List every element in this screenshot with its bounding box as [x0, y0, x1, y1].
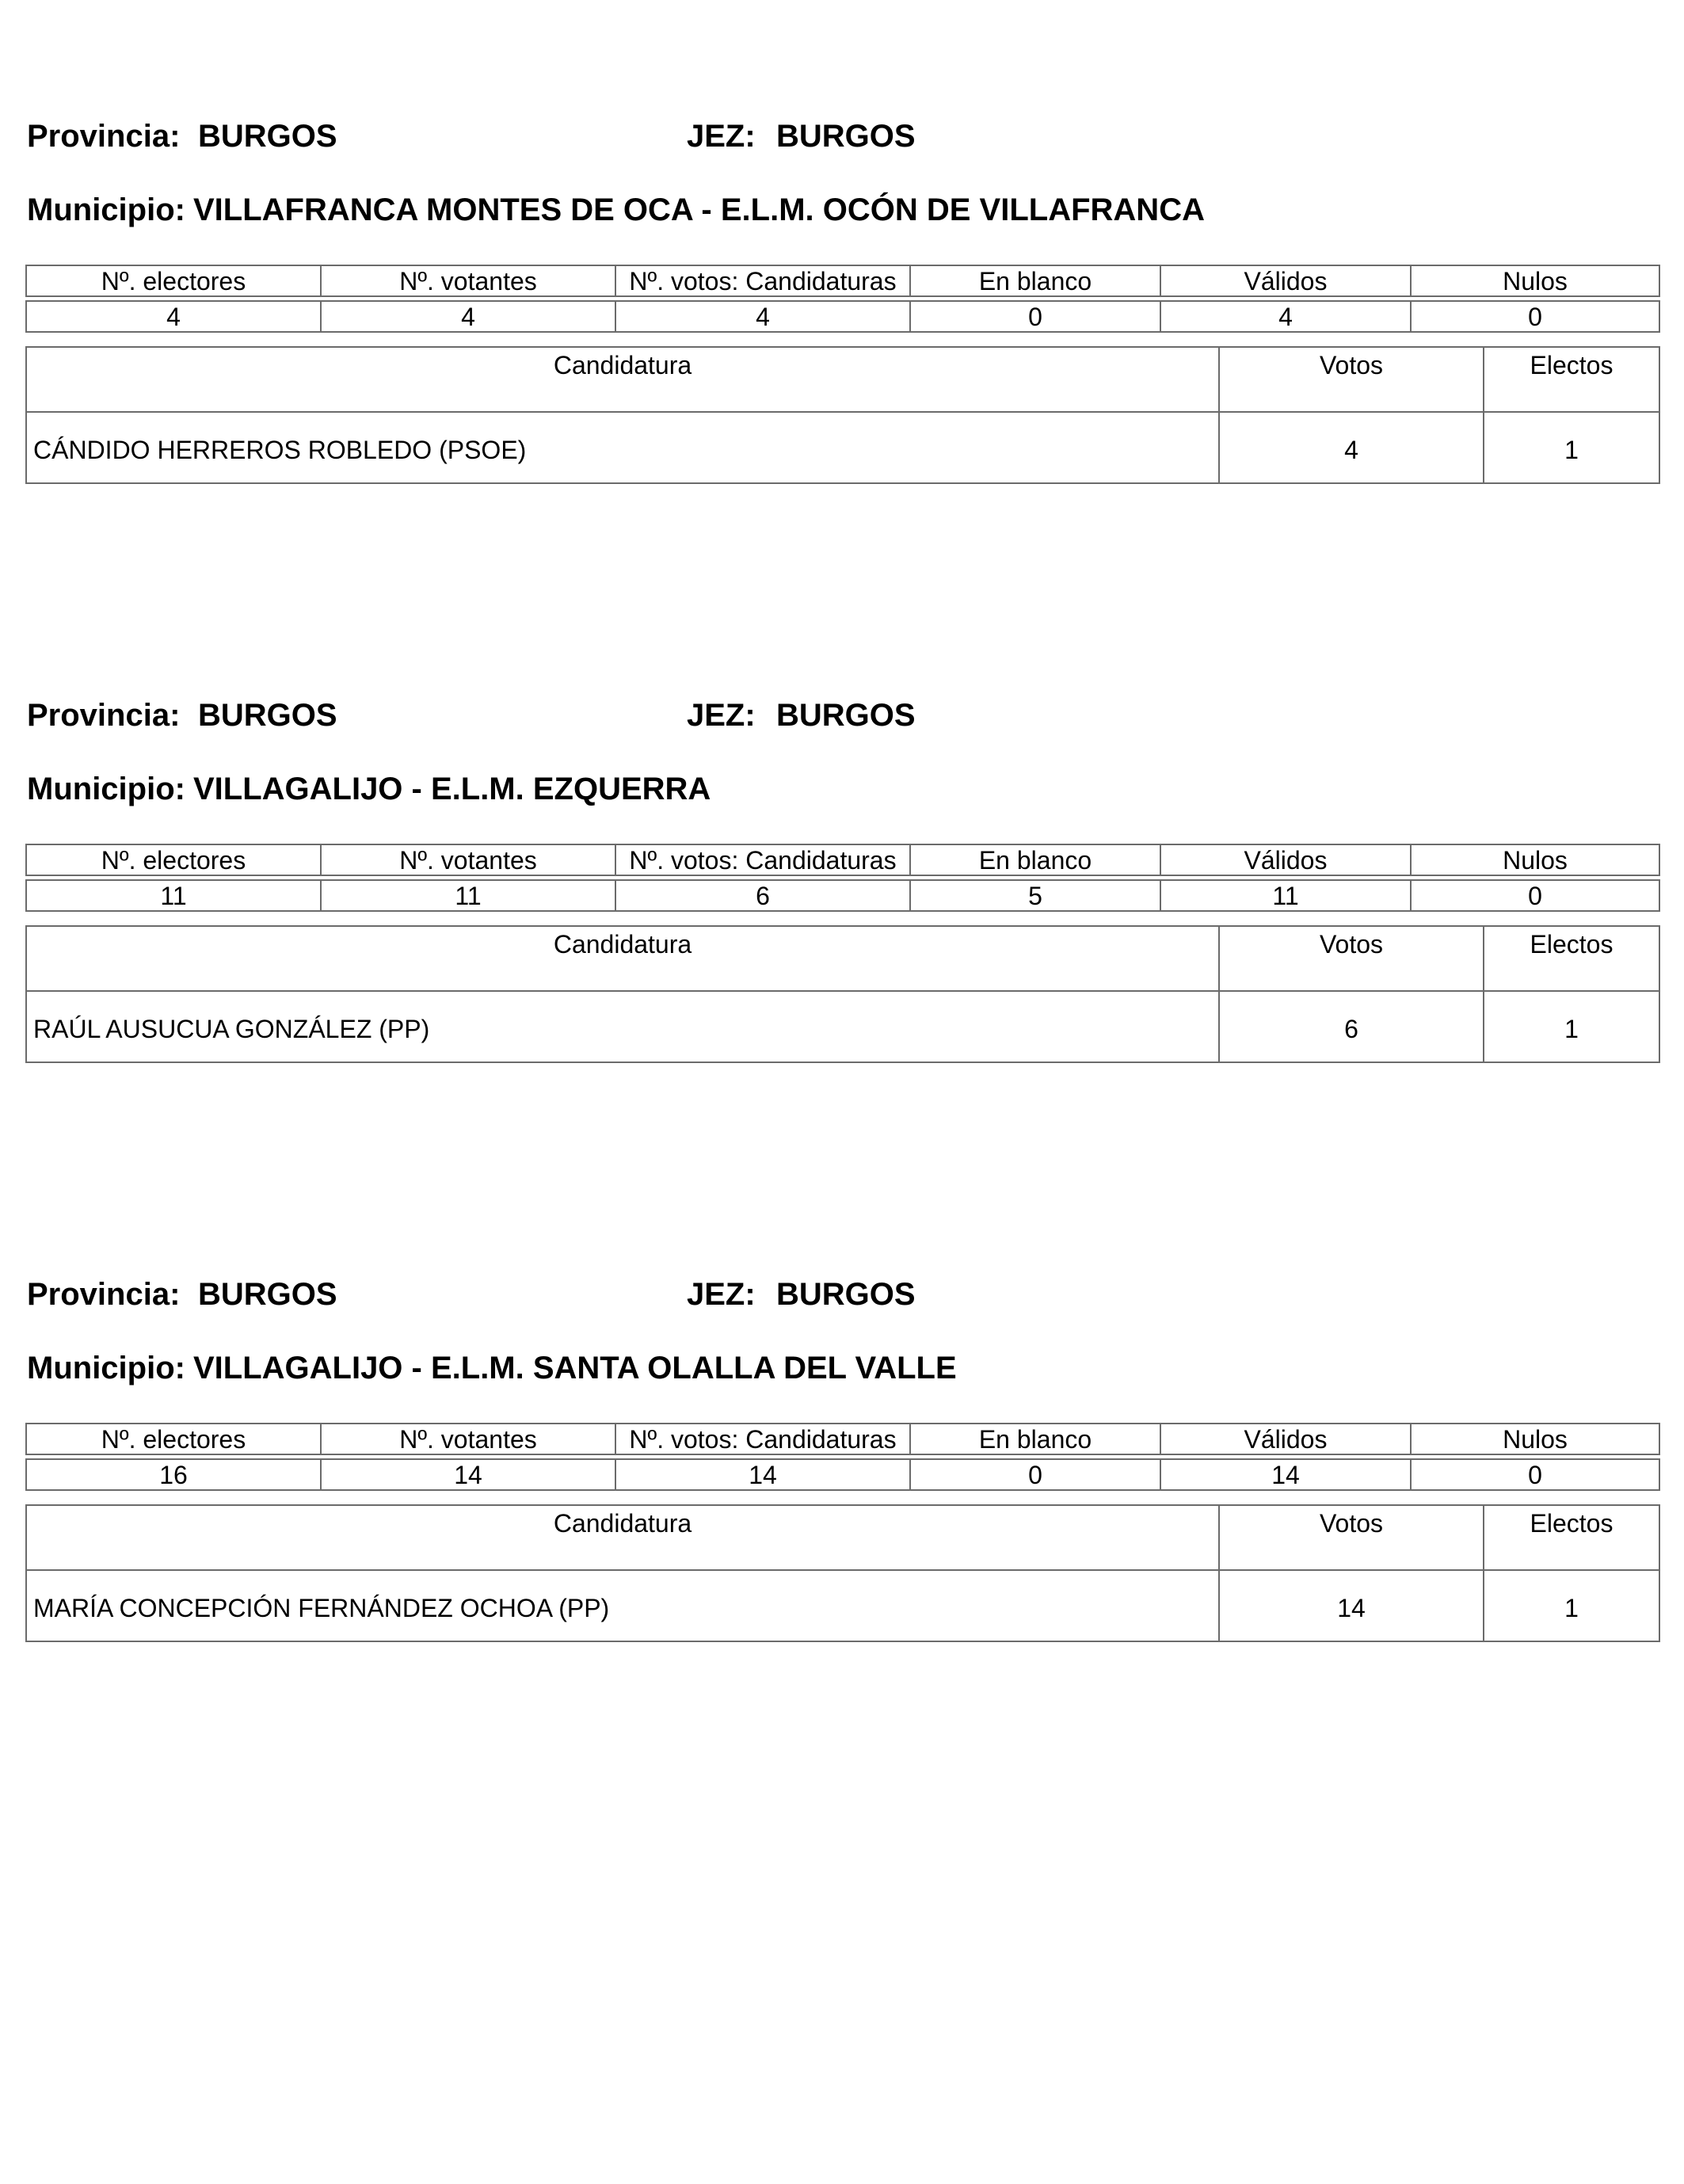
- stats-value-nulos: 0: [1411, 301, 1659, 332]
- stats-header-electores: Nº. electores: [26, 1424, 321, 1454]
- stats-header-votos-candidaturas: Nº. votos: Candidaturas: [615, 844, 910, 875]
- stats-value-nulos: 0: [1411, 880, 1659, 911]
- stats-header-row: [26, 265, 1659, 296]
- candidatura-row: [26, 1570, 1659, 1641]
- stats-value-row: [26, 880, 1659, 911]
- municipio-value: VILLAGALIJO - E.L.M. SANTA OLALLA DEL VALLE: [192, 1351, 957, 1385]
- stats-value-en-blanco: 0: [910, 1459, 1160, 1490]
- stats-header-validos: Válidos: [1160, 844, 1411, 875]
- stats-header-electores: Nº. electores: [26, 265, 321, 296]
- stats-table: [25, 844, 1660, 912]
- jez-value: BURGOS: [776, 698, 916, 733]
- stats-value-validos: 11: [1160, 880, 1411, 911]
- candidatura-header: Candidatura: [26, 1505, 1219, 1570]
- stats-value-en-blanco: 0: [910, 301, 1160, 332]
- stats-header-validos: Válidos: [1160, 265, 1411, 296]
- stats-header-votantes: Nº. votantes: [321, 844, 615, 875]
- province-line: [25, 116, 1659, 156]
- jez-value: BURGOS: [776, 1277, 916, 1312]
- candidatura-electos: 1: [1484, 412, 1659, 483]
- jez-label: JEZ:: [687, 119, 756, 154]
- stats-value-votantes: 4: [321, 301, 615, 332]
- stats-header-votantes: Nº. votantes: [321, 1424, 615, 1454]
- municipio-line: [27, 1348, 957, 1388]
- stats-value-votos-candidaturas: 6: [615, 880, 910, 911]
- stats-value-validos: 4: [1160, 301, 1411, 332]
- jez-label: JEZ:: [687, 698, 756, 733]
- candidatura-row: [26, 412, 1659, 483]
- electos-header: Electos: [1484, 347, 1659, 412]
- stats-value-electores: 16: [26, 1459, 321, 1490]
- electos-header: Electos: [1484, 926, 1659, 991]
- provincia-label: Provincia:: [27, 698, 181, 733]
- candidatura-name: CÁNDIDO HERREROS ROBLEDO (PSOE): [26, 412, 1219, 483]
- jez-label: JEZ:: [687, 1277, 756, 1312]
- candidatura-electos: 1: [1484, 991, 1659, 1062]
- municipio-line: [27, 769, 711, 809]
- candidatura-header-row: [26, 926, 1659, 991]
- province-line: [25, 1275, 1659, 1314]
- stats-header-validos: Válidos: [1160, 1424, 1411, 1454]
- stats-header-en-blanco: En blanco: [910, 844, 1160, 875]
- stats-header-electores: Nº. electores: [26, 844, 321, 875]
- stats-header-row: [26, 844, 1659, 875]
- municipio-value: VILLAGALIJO - E.L.M. EZQUERRA: [192, 772, 711, 806]
- stats-value-votos-candidaturas: 4: [615, 301, 910, 332]
- candidatura-row: [26, 991, 1659, 1062]
- provincia-value: BURGOS: [198, 1277, 337, 1312]
- stats-header-nulos: Nulos: [1411, 265, 1659, 296]
- candidatura-header: Candidatura: [26, 347, 1219, 412]
- stats-value-votantes: 11: [321, 880, 615, 911]
- electos-header: Electos: [1484, 1505, 1659, 1570]
- votos-header: Votos: [1219, 926, 1484, 991]
- stats-table: [25, 1423, 1660, 1491]
- candidatura-votos: 4: [1219, 412, 1484, 483]
- candidatura-header-row: [26, 347, 1659, 412]
- stats-header-nulos: Nulos: [1411, 844, 1659, 875]
- candidatura-header: Candidatura: [26, 926, 1219, 991]
- votos-header: Votos: [1219, 347, 1484, 412]
- stats-header-row: [26, 1424, 1659, 1454]
- municipio-label: Municipio:: [27, 1351, 185, 1385]
- stats-value-votantes: 14: [321, 1459, 615, 1490]
- stats-value-row: [26, 1459, 1659, 1490]
- provincia-value: BURGOS: [198, 698, 337, 733]
- stats-value-validos: 14: [1160, 1459, 1411, 1490]
- municipio-label: Municipio:: [27, 192, 185, 227]
- candidatura-votos: 14: [1219, 1570, 1484, 1641]
- stats-value-nulos: 0: [1411, 1459, 1659, 1490]
- stats-value-electores: 11: [26, 880, 321, 911]
- candidatura-table: [25, 346, 1660, 484]
- provincia-value: BURGOS: [198, 119, 337, 154]
- stats-value-en-blanco: 5: [910, 880, 1160, 911]
- stats-header-en-blanco: En blanco: [910, 1424, 1160, 1454]
- votos-header: Votos: [1219, 1505, 1484, 1570]
- candidatura-name: MARÍA CONCEPCIÓN FERNÁNDEZ OCHOA (PP): [26, 1570, 1219, 1641]
- jez-value: BURGOS: [776, 119, 916, 154]
- stats-value-row: [26, 301, 1659, 332]
- candidatura-electos: 1: [1484, 1570, 1659, 1641]
- candidatura-table: [25, 925, 1660, 1063]
- candidatura-header-row: [26, 1505, 1659, 1570]
- municipio-value: VILLAFRANCA MONTES DE OCA - E.L.M. OCÓN DE VILLAFRANCA: [192, 192, 1205, 227]
- municipio-line: [27, 190, 1205, 230]
- stats-header-votos-candidaturas: Nº. votos: Candidaturas: [615, 265, 910, 296]
- stats-value-votos-candidaturas: 14: [615, 1459, 910, 1490]
- candidatura-votos: 6: [1219, 991, 1484, 1062]
- municipio-label: Municipio:: [27, 772, 185, 806]
- province-line: [25, 696, 1659, 735]
- provincia-label: Provincia:: [27, 1277, 181, 1312]
- candidatura-name: RAÚL AUSUCUA GONZÁLEZ (PP): [26, 991, 1219, 1062]
- stats-table: [25, 265, 1660, 333]
- stats-header-nulos: Nulos: [1411, 1424, 1659, 1454]
- stats-header-en-blanco: En blanco: [910, 265, 1160, 296]
- stats-header-votantes: Nº. votantes: [321, 265, 615, 296]
- candidatura-table: [25, 1504, 1660, 1642]
- provincia-label: Provincia:: [27, 119, 181, 154]
- stats-header-votos-candidaturas: Nº. votos: Candidaturas: [615, 1424, 910, 1454]
- stats-value-electores: 4: [26, 301, 321, 332]
